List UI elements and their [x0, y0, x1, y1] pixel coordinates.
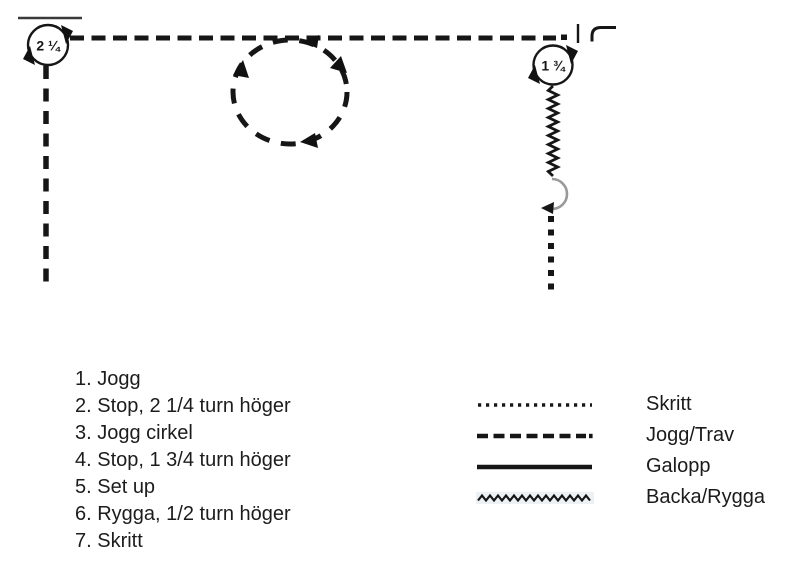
- maneuver-item-1: 1. Jogg: [75, 368, 141, 390]
- solid-line-icon: [476, 460, 594, 474]
- legend-row-galopp: [476, 451, 765, 482]
- legend-row-jogg-trav: [476, 420, 765, 451]
- backup-zigzag-line: [548, 86, 557, 176]
- gait-legend: [476, 389, 765, 513]
- half-turn-arrow-icon: [541, 202, 554, 214]
- spin-left-label: 2 ¼: [36, 37, 60, 54]
- maneuver-item-7: 7. Skritt: [75, 530, 143, 552]
- zigzag-line-icon: [476, 491, 594, 505]
- circle-left-arrow-icon: [233, 60, 249, 78]
- maneuver-list: [75, 366, 291, 555]
- legend-label-jogg-trav: Jogg/Trav: [646, 424, 735, 446]
- legend-label-backa-rygga: Backa/Rygga: [646, 486, 765, 508]
- maneuver-item-5: 5. Set up: [75, 476, 156, 498]
- jog-line-end-dot: [561, 35, 567, 41]
- dashed-line-icon: [476, 429, 594, 443]
- maneuver-item-4: 4. Stop, 1 3/4 turn höger: [75, 449, 291, 471]
- setup-hook-mark: [592, 28, 616, 42]
- half-turn-arc: [552, 179, 567, 209]
- legend-label-galopp: Galopp: [646, 455, 711, 477]
- legend-label-skritt: Skritt: [646, 393, 692, 415]
- dotted-line-icon: [476, 398, 594, 412]
- maneuver-item-3: 3. Jogg cirkel: [75, 422, 193, 444]
- legend-row-backa-rygga: [476, 482, 765, 513]
- maneuver-item-6: 6. Rygga, 1/2 turn höger: [75, 503, 291, 525]
- spin-right-label: 1 ¾: [541, 57, 565, 74]
- maneuver-item-2: 2. Stop, 2 1/4 turn höger: [75, 395, 291, 417]
- circle-bottom-arrow-icon: [300, 133, 318, 148]
- jog-circle: [233, 40, 347, 144]
- legend-row-skritt: [476, 389, 765, 420]
